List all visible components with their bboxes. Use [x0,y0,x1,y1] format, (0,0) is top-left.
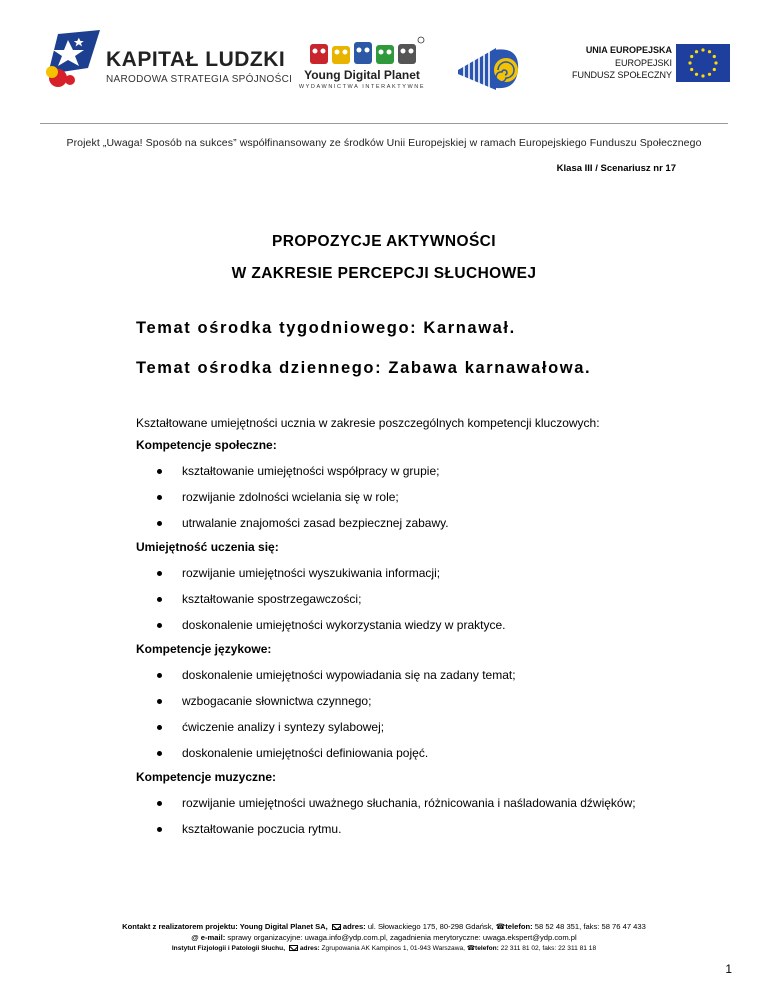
footer-line-3 [0,943,768,954]
envelope-icon [332,924,341,930]
section-music-competences [136,769,716,842]
footer-email-text: sprawy organizacyjne: uwaga.info@ydp.com.pl, zagadnienia merytoryczne: uwaga.ekspert@ydp.com.pl [227,933,577,942]
bullet-icon [157,751,162,756]
kapital-ludzki-title: KAPITAŁ LUDZKI [106,48,286,71]
list-item-text: wzbogacanie słownictwa czynnego; [182,694,372,708]
list-item-text: doskonalenie umiejętności definiowania pojęć. [182,746,429,760]
section-title: Kompetencje muzyczne: [136,770,277,784]
footer-line-1 [0,921,768,932]
bullet-icon [157,725,162,730]
footer-line-2 [0,932,768,943]
footer-institute-label: Instytut Fizjologii i Patologii Słuchu, [171,945,286,952]
kapital-ludzki-logo [44,28,293,92]
list-item-text: rozwijanie zdolności wcielania się w role; [182,490,399,504]
list-item [136,612,716,638]
bullet-list [136,560,716,638]
class-scenario-label: Klasa III / Scenariusz nr 17 [556,163,676,174]
kapital-ludzki-emblem-icon [44,28,102,92]
footer-contact-label: Kontakt z realizatorem projektu: Young Digital Planet SA, [122,922,328,931]
bullet-icon [157,597,162,602]
list-item [136,484,716,510]
footer-address-label: adres: [342,922,366,931]
envelope-icon [289,945,298,951]
list-item-text: kształtowanie spostrzegawczości; [182,592,362,606]
list-item-text: doskonalenie umiejętności wykorzystania wiedzy w praktyce. [182,618,506,632]
eu-text [572,44,672,81]
list-item-text: utrwalanie znajomości zasad bezpiecznej zabawy. [182,516,449,530]
list-item [136,586,716,612]
phone-icon: ☎ [466,945,476,952]
bullet-list [136,458,716,536]
footer-institute-phone-label: telefon: [475,945,499,952]
competence-sections [136,437,716,845]
daily-subject: Temat ośrodka dziennego: Zabawa karnawałowa. [136,359,592,377]
section-title: Kompetencje językowe: [136,642,272,656]
page-number: 1 [725,962,732,976]
eu-line-2: EUROPEJSKI [614,58,672,68]
list-item-text: rozwijanie umiejętności uważnego słuchania, różnicowania i naśladowania dźwięków; [182,796,636,810]
document-title-line-1: PROPOZYCJE AKTYWNOŚCI [272,233,496,250]
list-item [136,740,716,766]
page-footer [0,921,768,954]
bullet-icon [157,699,162,704]
list-item [136,662,716,688]
eu-flag-icon [676,44,730,82]
list-item [136,790,716,816]
section-title: Umiejętność uczenia się: [136,540,279,554]
footer-institute-phone: 22 311 81 02, faks: 22 311 81 18 [500,945,597,952]
list-item [136,458,716,484]
ydp-subtitle: WYDAWNICTWA INTERAKTYWNE [298,84,426,90]
list-item-text: kształtowanie umiejętności współpracy w grupie; [182,464,440,478]
eu-line-1: UNIA EUROPEJSKA [585,45,672,55]
list-item [136,688,716,714]
weekly-subject: Temat ośrodka tygodniowego: Karnawał. [136,319,516,337]
bullet-icon [157,469,162,474]
bullet-list [136,662,716,766]
phone-icon: ☎ [495,922,506,931]
young-digital-planet-logo [298,36,426,92]
footer-email-label: @ e-mail: [191,933,226,942]
footer-phone: 58 52 48 351, faks: 58 76 47 433 [534,922,646,931]
footer-institute-address: Zgrupowania AK Kampinos 1, 01-943 Warszawa, [321,945,465,952]
list-item [136,560,716,586]
eu-line-3: FUNDUSZ SPOŁECZNY [571,70,672,80]
bullet-list [136,790,716,842]
list-item-text: kształtowanie poczucia rytmu. [182,822,342,836]
section-title: Kompetencje społeczne: [136,438,277,452]
list-item-text: doskonalenie umiejętności wypowiadania się na zadany temat; [182,668,516,682]
kapital-ludzki-subtitle: NARODOWA STRATEGIA SPÓJNOŚCI [106,74,293,85]
list-item-text: ćwiczenie analizy i syntezy sylabowej; [182,720,385,734]
bullet-icon [157,801,162,806]
bullet-icon [157,571,162,576]
footer-address: ul. Słowackiego 175, 80-298 Gdańsk, [367,922,494,931]
list-item [136,510,716,536]
competences-intro: Kształtowane umiejętności ucznia w zakresie poszczególnych kompetencji kluczowych: [136,416,600,430]
bullet-icon [157,521,162,526]
footer-institute-address-label: adres: [299,945,320,952]
footer-phone-label: telefon: [505,922,533,931]
document-title-line-2: W ZAKRESIE PERCEPCJI SŁUCHOWEJ [231,265,537,282]
ydp-characters-icon [298,36,426,68]
ifps-snail-icon [456,44,522,92]
list-item [136,714,716,740]
eu-social-fund-logo [550,44,730,88]
bullet-icon [157,495,162,500]
bullet-icon [157,827,162,832]
list-item-text: rozwijanie umiejętności wyszukiwania informacji; [182,566,441,580]
header-divider [40,123,728,124]
bullet-icon [157,673,162,678]
ydp-name: Young Digital Planet [304,68,420,82]
ifps-logo [456,44,522,92]
section-learning-skills [136,539,716,638]
list-item [136,816,716,842]
section-language-competences [136,641,716,766]
project-funding-line: Projekt „Uwaga! Sposób na sukces” współfinansowany ze środków Unii Europejskiej w ramach Europejskiego Funduszu Społecznego [66,137,702,149]
bullet-icon [157,623,162,628]
section-social-competences [136,437,716,536]
